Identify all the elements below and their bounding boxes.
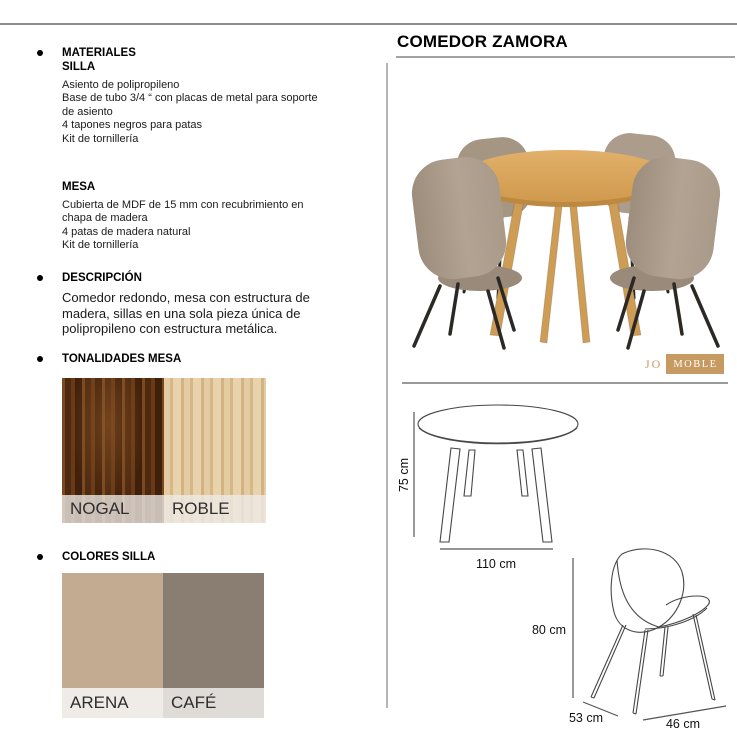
bullet-icon: [37, 356, 43, 362]
title-underline: [396, 56, 735, 58]
swatch-arena: [62, 573, 163, 688]
section-heading-descripcion: DESCRIPCIÓN: [62, 272, 142, 284]
product-photo: [400, 86, 732, 376]
section-heading-tonalidades: TONALIDADES MESA: [62, 353, 182, 365]
section-tonalidades: [33, 352, 363, 366]
table-height-label: 75 cm: [397, 457, 411, 493]
table-tone-labels: [62, 495, 266, 523]
table-diameter-label: 110 cm: [475, 557, 517, 571]
spec-line: Kit de tornillería: [62, 239, 139, 252]
swatch-label-arena: ARENA: [62, 688, 163, 718]
spec-line: Kit de tornillería: [62, 132, 139, 145]
photo-divider: [402, 382, 728, 384]
section-mesa: [62, 180, 330, 253]
section-heading-materiales: MATERIALES: [62, 47, 136, 59]
logo-jo: JO: [645, 356, 663, 371]
top-divider: [0, 23, 737, 25]
section-colores-silla: [33, 550, 363, 564]
chair-width-label: 46 cm: [665, 717, 701, 731]
bullet-icon: [37, 50, 43, 56]
description-text: Comedor redondo, mesa con estructura de madera, sillas en una sola pieza única de polipropileno con estructura metálica.: [62, 290, 310, 337]
spec-line: 4 patas de madera natural: [62, 225, 191, 238]
section-heading-colores: COLORES SILLA: [62, 551, 156, 563]
subheading-silla: SILLA: [62, 61, 96, 73]
silla-spec-list: [62, 79, 330, 146]
spec-line: Base de tubo 3/4 “ con placas de metal para soporte de asiento: [62, 92, 318, 118]
subheading-mesa: MESA: [62, 181, 96, 193]
spec-line: 4 tapones negros para patas: [62, 119, 203, 132]
chair-depth-label: 53 cm: [568, 711, 604, 725]
column-divider: [386, 63, 388, 708]
bullet-icon: [37, 554, 43, 560]
chair-height-label: 80 cm: [531, 623, 567, 637]
spec-line: Asiento de polipropileno: [62, 79, 180, 91]
swatch-label-nogal: NOGAL: [70, 499, 130, 518]
chair-dimension-drawing: [525, 530, 732, 732]
section-materiales: [33, 46, 363, 146]
chair-color-swatches: [62, 573, 264, 688]
brand-logo: [645, 354, 724, 374]
section-descripcion: [33, 271, 363, 337]
swatch-cafe: [163, 573, 264, 688]
bullet-icon: [37, 275, 43, 281]
swatch-label-cafe: CAFÉ: [163, 688, 264, 718]
chair-color-labels: [62, 688, 264, 718]
swatch-label-roble: ROBLE: [172, 499, 230, 518]
logo-moble: MOBLE: [666, 354, 723, 374]
spec-line: Cubierta de MDF de 15 mm con recubrimiento en chapa de madera: [62, 199, 304, 225]
mesa-spec-list: [62, 199, 330, 253]
page-title: COMEDOR ZAMORA: [397, 32, 568, 51]
